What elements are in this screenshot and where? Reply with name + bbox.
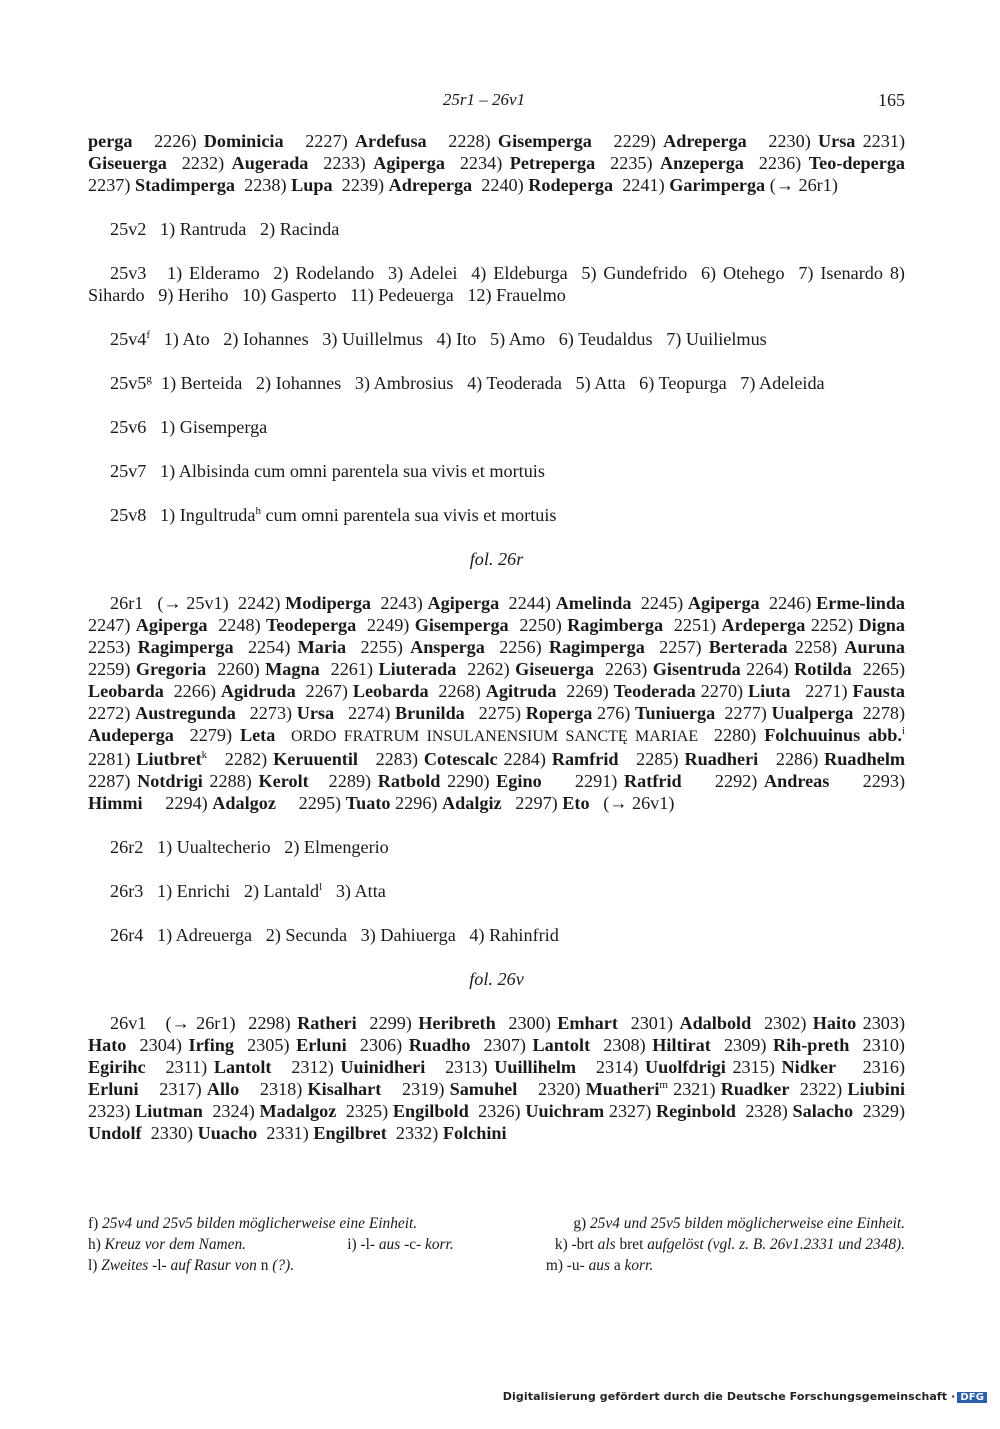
name-entry: Liutman (135, 1101, 203, 1121)
text-run: 2291) (541, 771, 625, 791)
entry-paragraph (88, 328, 905, 350)
text-run: 2313) (425, 1057, 495, 1077)
name-entry: Fausta (852, 681, 905, 701)
text-run: 2227) (283, 131, 355, 151)
text-run: ORDO FRATRUM INSULANENSIUM SANCTĘ MARIAE (291, 728, 699, 745)
name-entry: Ratbold (377, 771, 441, 791)
text-run: 2235) (595, 153, 661, 173)
name-entry: Ragimperga (137, 637, 234, 657)
funding-text: Digitalisierung gefördert durch die Deutsche Forschungsgemeinschaft · (502, 1390, 956, 1403)
text-run: 2300) (495, 1013, 558, 1033)
text-run: 2281) (88, 725, 919, 769)
text-run: 2244) (499, 593, 556, 613)
text-run: 2318) (239, 1079, 308, 1099)
name-entry: Folchini (442, 1123, 507, 1143)
text-run: 2311) (145, 1057, 214, 1077)
text-run: 25v2 1) Rantruda 2) Racinda (110, 219, 340, 239)
text-run: 2241) (613, 175, 670, 195)
name-entry: Hato (88, 1035, 127, 1055)
text-run: 2324) (202, 1101, 260, 1121)
name-entry: Audeperga (88, 725, 174, 745)
text-run: 2301) (617, 1013, 680, 1033)
text-run: 2264) (740, 659, 795, 679)
text-run: 2320) (517, 1079, 586, 1099)
name-entry: Uuacho (197, 1123, 258, 1143)
name-entry: Stadimperga (134, 175, 236, 195)
name-entry: Adreperga (663, 131, 747, 151)
text-run: 2288) (202, 771, 259, 791)
text-run: 2295) (275, 793, 346, 813)
text-run: 25v4 und 25v5 bilden möglicherweise eine Einheit. (102, 1215, 418, 1232)
text-run: 2307) (470, 1035, 533, 1055)
name-entry: Ruadho (408, 1035, 471, 1055)
name-entry: Giseuerga (88, 153, 167, 173)
text-run: 2262) (456, 659, 516, 679)
name-entry: Roperga (525, 703, 593, 723)
text-run: (?). (272, 1257, 295, 1274)
text-run: 2319) (381, 1079, 450, 1099)
name-entry: Ragimberga (567, 615, 664, 635)
text-run: aus (378, 1236, 401, 1253)
text-run: korr. (624, 1257, 654, 1274)
text-run: 2285) (618, 749, 685, 769)
name-entry: perga (88, 131, 133, 151)
text-run: -l- (148, 1257, 171, 1274)
name-entry: Agitruda (485, 681, 557, 701)
text-run: k) -brt (554, 1236, 598, 1253)
text-run: 26r4 1) Adreuerga 2) Secunda 3) Dahiuerga 4) Rahinfrid (110, 925, 559, 945)
name-entry: Gisentruda (652, 659, 741, 679)
name-entry: Erluni (88, 1079, 139, 1099)
name-entry: Ursa (817, 131, 856, 151)
text-run: 2270) (695, 681, 748, 701)
footnote (347, 1234, 453, 1255)
name-entry: Liutbret (136, 749, 202, 769)
entry-paragraph (88, 372, 905, 394)
name-entry: Andreas (763, 771, 830, 791)
text-run: 2329) (853, 1101, 910, 1121)
text-run: h) (88, 1236, 105, 1253)
text-run: (→ 26v1) (589, 793, 675, 813)
name-entry: Ramfrid (551, 749, 619, 769)
text-run: 2234) (444, 153, 510, 173)
text-run: 2299) (356, 1013, 419, 1033)
text-run: 2279) (173, 725, 240, 745)
footnote-marker: g (146, 372, 152, 385)
name-entry: Gisemperga (497, 131, 592, 151)
entry-paragraph (88, 836, 905, 858)
name-entry: Teoderada (613, 681, 696, 701)
name-entry: Ursa (296, 703, 335, 723)
text-run: n (256, 1257, 273, 1274)
name-entry: Magna (265, 659, 320, 679)
text-run: 276) (592, 703, 635, 723)
name-entry: Berterada (708, 637, 788, 657)
text-run (275, 725, 291, 745)
text-run: 2277) (715, 703, 772, 723)
text-run: 2238) (235, 175, 292, 195)
name-entry: Kisalhart (307, 1079, 382, 1099)
entry-paragraph (88, 880, 905, 902)
text-run: 1) Berteida 2) Iohannes 3) Ambrosius 4) Teoderada 5) Atta 6) Teopurga 7) Adeleida (151, 373, 825, 393)
text-run: 2287) (88, 749, 919, 791)
main-text (88, 130, 919, 1166)
text-run: 2266) (163, 681, 221, 701)
text-run: 26r2 1) Uualtecherio 2) Elmengerio (110, 837, 389, 857)
text-run: 3) Atta (322, 881, 386, 901)
text-run: 25v3 1) Elderamo 2) Rodelando 3) Adelei 4) Eldeburga 5) Gundefrido 6) Otehego 7) Isenardo 8) Sihardo 9) Heriho 10) Gasperto 11) Pedeuerga 12) Frauelmo (88, 263, 910, 305)
text-run: 2328) (735, 1101, 793, 1121)
name-entry: Agiperga (135, 615, 208, 635)
text-run: 2274) (334, 703, 396, 723)
text-run: 2251) (663, 615, 722, 635)
text-run: 2232) (166, 153, 232, 173)
text-run: 2310) (849, 1035, 910, 1055)
name-entry: Lantolt (532, 1035, 591, 1055)
name-entry: Emhart (557, 1013, 618, 1033)
text-run: 2323) (88, 1079, 915, 1121)
footnote (88, 1234, 246, 1255)
text-run: f) (88, 1215, 103, 1232)
text-run: 2275) (464, 703, 526, 723)
name-entry: Ardefusa (354, 131, 427, 151)
name-entry: Teo-deperga (808, 153, 906, 173)
text-run: aufgelöst (vgl. z. B. 26v1.2331 und 2348). (647, 1236, 905, 1253)
text-run: 2317) (138, 1079, 207, 1099)
name-entry: Rodeperga (528, 175, 614, 195)
footnote (88, 1213, 417, 1234)
name-entry: Ragimperga (548, 637, 645, 657)
text-run: 2269) (556, 681, 614, 701)
text-run: auf Rasur von (170, 1257, 257, 1274)
name-entry: Giseuerga (515, 659, 594, 679)
text-run: 2283) (357, 749, 424, 769)
name-entry: Austregunda (135, 703, 236, 723)
name-entry: Reginbold (656, 1101, 736, 1121)
text-run: korr. (425, 1236, 454, 1253)
text-run: 2272) (88, 681, 919, 723)
text-run: 2304) (126, 1035, 189, 1055)
text-run: 2331) (257, 1123, 314, 1143)
text-run: 2280) (698, 725, 765, 745)
name-entry: Ratfrid (624, 771, 682, 791)
name-entry: Leta (239, 725, 276, 745)
name-entry: Uuolfdrigi (644, 1057, 726, 1077)
text-run: 2273) (235, 703, 297, 723)
entry-paragraph (88, 262, 910, 306)
name-entry: Leobarda (88, 681, 164, 701)
text-run: 2257) (644, 637, 709, 657)
text-run: 26r3 1) Enrichi 2) Lantald (110, 881, 320, 901)
footnotes (88, 1213, 905, 1276)
name-entry: Tuniuerga (634, 703, 716, 723)
page-number: 165 (878, 90, 905, 110)
text-run: 2290) (440, 771, 497, 791)
text-run: 2330) (141, 1123, 198, 1143)
name-entry: Erme-linda (816, 593, 906, 613)
name-entry: Rih-preth (772, 1035, 850, 1055)
name-entry: Amelinda (555, 593, 632, 613)
text-run: 2254) (233, 637, 298, 657)
name-entry: Adalgoz (212, 793, 276, 813)
name-entry: Engilbret (313, 1123, 387, 1143)
name-entry: Modiperga (285, 593, 372, 613)
name-entry: Ruadker (720, 1079, 790, 1099)
text-run: 2233) (308, 153, 374, 173)
name-entry: Eto (562, 793, 590, 813)
text-run: 2246) (759, 593, 817, 613)
name-entry: Egirihc (88, 1057, 146, 1077)
name-entry: Keruuentil (273, 749, 358, 769)
text-run: 2258) (787, 637, 845, 657)
text-run: 2263) (593, 659, 653, 679)
text-run: 2306) (346, 1035, 409, 1055)
name-entry: Uuinidheri (340, 1057, 426, 1077)
text-run: 2252) (805, 615, 859, 635)
funding-note (503, 1390, 987, 1403)
footnote-row (88, 1213, 905, 1234)
name-entry: Agiperga (687, 593, 760, 613)
footnote-marker: k (201, 748, 208, 761)
name-entry: Garimperga (669, 175, 766, 195)
text-run: g) (573, 1215, 590, 1232)
text-run: 2256) (484, 637, 549, 657)
text-run: 2245) (631, 593, 688, 613)
text-run: 2261) (319, 659, 379, 679)
folio-heading: fol. 26r (469, 549, 524, 569)
text-run: 2321) (667, 1079, 721, 1099)
text-run: 2326) (468, 1101, 526, 1121)
name-entry: Adalgiz (442, 793, 502, 813)
name-entry: Folchuuinus abb. (764, 725, 902, 745)
text-run: 2267) (295, 681, 353, 701)
name-entry: Ruadhelm (824, 749, 906, 769)
name-entry: Uuichram (525, 1101, 605, 1121)
name-entry: Adalbold (679, 1013, 752, 1033)
name-entry: Maria (297, 637, 347, 657)
name-entry: Heribreth (418, 1013, 496, 1033)
footnote-marker: m (659, 1078, 668, 1091)
name-entry: Cotescalc (423, 749, 498, 769)
text-run: 2309) (710, 1035, 773, 1055)
text-run: als (597, 1236, 616, 1253)
text-run: 2236) (743, 153, 809, 173)
text-run: 2228) (426, 131, 498, 151)
name-entry: Gregoria (135, 659, 207, 679)
footnote (546, 1255, 653, 1276)
name-entry: Rotilda (794, 659, 852, 679)
name-entry: Leobarda (352, 681, 429, 701)
text-run: bret (615, 1236, 648, 1253)
entry-paragraph (88, 924, 905, 946)
text-run: (→ 26r1) (765, 175, 838, 195)
name-entry: Teodeperga (265, 615, 357, 635)
footnote-marker: h (255, 504, 261, 517)
text-run: a (610, 1257, 625, 1274)
text-run: 25v5 (110, 373, 147, 393)
folio-heading: fol. 26v (469, 969, 524, 989)
text-run: 2314) (576, 1057, 645, 1077)
text-run: 2249) (356, 615, 415, 635)
text-run: 2327) (604, 1101, 657, 1121)
name-entry: Auruna (844, 637, 906, 657)
name-entry: Liuterada (378, 659, 457, 679)
name-entry: Nidker (781, 1057, 837, 1077)
running-head-title: 25r1 – 26v1 (442, 90, 526, 109)
name-entry: Kerolt (258, 771, 309, 791)
text-run: 1) Ato 2) Iohannes 3) Uuillelmus 4) Ito 5) Amo 6) Teudaldus 7) Uuilielmus (150, 329, 767, 349)
name-entry: Petreperga (509, 153, 596, 173)
name-entry: Allo (206, 1079, 240, 1099)
name-entry: Haito (812, 1013, 857, 1033)
text-run: 2289) (308, 771, 378, 791)
text-run: 2282) (207, 749, 274, 769)
name-entry: Undolf (88, 1123, 142, 1143)
footnote-marker: l (319, 880, 323, 893)
name-entry: Samuhel (449, 1079, 518, 1099)
entry-paragraph (88, 416, 905, 438)
entry-paragraph (88, 460, 905, 482)
entry-paragraph (88, 504, 905, 526)
footnote-row (88, 1234, 905, 1255)
text-run: 2230) (746, 131, 818, 151)
text-run: 25v4 (110, 329, 147, 349)
name-entry: Hiltirat (652, 1035, 711, 1055)
text-run: 2260) (206, 659, 266, 679)
text-run: m) -u- (545, 1257, 589, 1274)
name-entry: Ruadheri (684, 749, 759, 769)
text-run: 2247) (88, 593, 915, 635)
text-run: 26r1 (→ 25v1) 2242) (110, 593, 286, 613)
name-entry: Digna (858, 615, 905, 635)
text-run: 2243) (371, 593, 428, 613)
entry-paragraph (88, 592, 919, 814)
name-entry: Uualperga (771, 703, 854, 723)
text-run: 2322) (789, 1079, 848, 1099)
name-entry: Egino (496, 771, 542, 791)
running-head (0, 90, 1000, 116)
text-run: 2278) (853, 703, 910, 723)
text-run: 2268) (428, 681, 486, 701)
text-run: 2259) (88, 637, 915, 679)
text-run: 25v4 und 25v5 bilden möglicherweise eine Einheit. (589, 1215, 905, 1232)
name-entry: Madalgoz (259, 1101, 337, 1121)
text-run: l) (88, 1257, 102, 1274)
name-entry: Brunilda (395, 703, 465, 723)
name-entry: Gisemperga (414, 615, 509, 635)
footnote-marker: f (146, 328, 151, 341)
name-entry: Agidruda (220, 681, 296, 701)
text-run: 25v6 1) Gisemperga (110, 417, 268, 437)
text-run: -c- (400, 1236, 426, 1253)
text-run: 2297) (501, 793, 563, 813)
footnote-row (88, 1255, 905, 1276)
text-run: 2302) (751, 1013, 813, 1033)
name-entry: Ardeperga (721, 615, 806, 635)
text-run: 2294) (142, 793, 213, 813)
text-run: 2271) (790, 681, 853, 701)
text-run: 2292) (681, 771, 764, 791)
name-entry: Uuillihelm (494, 1057, 577, 1077)
name-entry: Agiperga (373, 153, 445, 173)
name-entry: Anzeperga (660, 153, 744, 173)
name-entry: Irfing (188, 1035, 234, 1055)
entry-paragraph (88, 218, 905, 240)
text-run: 2308) (590, 1035, 653, 1055)
text-run: 2239) (332, 175, 389, 195)
name-entry: Himmi (88, 793, 143, 813)
dfg-logo: DFG (957, 1392, 987, 1403)
name-entry: Erluni (296, 1035, 347, 1055)
text-run: 2231) (855, 131, 910, 151)
text-run: 2325) (336, 1101, 393, 1121)
text-run: 2229) (591, 131, 664, 151)
name-entry: Augerada (231, 153, 309, 173)
text-run: 2296) (390, 793, 443, 813)
footnote-marker: i (901, 724, 906, 737)
text-run: 2312) (271, 1057, 341, 1077)
text-run: 25v7 1) Albisinda cum omni parentela sua vivis et mortuis (110, 461, 545, 481)
text-run: 2240) (472, 175, 529, 195)
text-run: 2316) (836, 1057, 910, 1077)
text-run: 2305) (233, 1035, 297, 1055)
text-run: aus (588, 1257, 610, 1274)
name-entry: Agiperga (427, 593, 500, 613)
text-run: 2332) (386, 1123, 443, 1143)
name-entry: Engilbold (392, 1101, 469, 1121)
footnote (555, 1234, 905, 1255)
name-entry: Dominicia (203, 131, 284, 151)
text-run: 2284) (497, 749, 552, 769)
text-run: 26v1 (→ 26r1) 2298) (110, 1013, 298, 1033)
name-entry: Salacho (792, 1101, 854, 1121)
text-run: 2286) (758, 749, 825, 769)
name-entry: Ratheri (297, 1013, 357, 1033)
name-entry: Liubini (847, 1079, 906, 1099)
text-run: 2250) (508, 615, 568, 635)
name-entry: Lupa (291, 175, 333, 195)
text-run: 2237) (88, 153, 915, 195)
text-run: 2253) (88, 615, 915, 657)
text-run: 2265) (851, 659, 910, 679)
text-run: 2248) (207, 615, 266, 635)
entry-paragraph (88, 1012, 915, 1144)
name-entry: Muatheri (585, 1079, 660, 1099)
text-run: 2303) (856, 1013, 910, 1033)
name-entry: Tuato (345, 793, 391, 813)
text-run: Zweites (101, 1257, 149, 1274)
name-entry: Ansperga (410, 637, 485, 657)
text-run: 2315) (725, 1057, 782, 1077)
name-entry: Lantolt (213, 1057, 272, 1077)
footnote (88, 1255, 294, 1276)
text-run: 2255) (346, 637, 411, 657)
entry-paragraph (88, 130, 915, 196)
name-entry: Liuta (747, 681, 791, 701)
footnote (573, 1213, 905, 1234)
text-run: i) -l- (347, 1236, 379, 1253)
name-entry: Notdrigi (137, 771, 203, 791)
text-run: 25v8 1) Ingultruda (110, 505, 256, 525)
text-run: 2226) (132, 131, 204, 151)
text-run: cum omni parentela sua vivis et mortuis (260, 505, 557, 525)
name-entry: Adreperga (388, 175, 473, 195)
text-run: 2293) (829, 771, 910, 791)
text-run: Kreuz vor dem Namen. (104, 1236, 247, 1253)
